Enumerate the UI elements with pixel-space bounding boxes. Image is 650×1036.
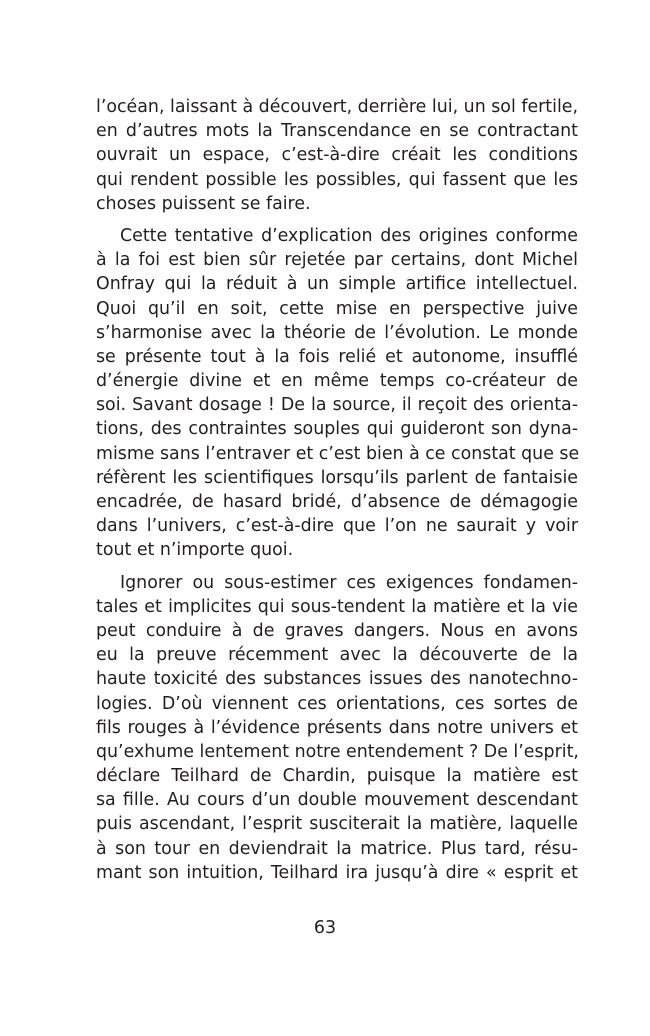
paragraph xyxy=(96,571,578,885)
paragraph-gap xyxy=(96,216,578,224)
text-line: dans l’univers, c’est-à-dire que l’on ne saurait y voir xyxy=(96,516,578,537)
text-line: qu’exhume lentement notre entendement ? De l’esprit, xyxy=(96,741,579,762)
text-line: soi. Savant dosage ! De la source, il reçoit des orienta- xyxy=(96,395,578,416)
body-text xyxy=(96,95,578,885)
text-line: tales et implicites qui sous-tendent la matière et la vie xyxy=(96,596,578,617)
text-line: l’océan, laissant à découvert, derrière lui, un sol fertile, xyxy=(96,97,578,117)
text-line: encadrée, de hasard bridé, d’absence de démagogie xyxy=(96,492,578,512)
text-line: à son tour en deviendrait la matrice. Plus tard, résu- xyxy=(96,838,578,859)
text-line: tout et n’importe quoi. xyxy=(96,540,294,561)
text-line: logies. D’où viennent ces orientations, ces sortes de xyxy=(96,693,578,714)
text-line: choses puissent se faire. xyxy=(96,193,311,214)
text-line: en d’autres mots la Transcendance en se contractant xyxy=(96,121,578,142)
text-line: déclare Teilhard de Chardin, puisque la matière est xyxy=(96,766,578,787)
text-line: haute toxicité des substances issues des nanotechno- xyxy=(96,669,578,690)
text-line: misme sans l’entraver et c’est bien à ce constat que se xyxy=(96,443,580,464)
text-line: se présente tout à la fois relié et autonome, insufflé xyxy=(96,346,578,367)
text-line: Cette tentative d’explication des origines conforme xyxy=(120,225,578,246)
text-line: Quoi qu’il en soit, cette mise en perspective juive xyxy=(96,298,578,319)
paragraph-gap xyxy=(96,563,578,571)
text-line: qui rendent possible les possibles, qui fassent que les xyxy=(96,169,578,190)
text-line: Ignorer ou sous-estimer ces exigences fondamen- xyxy=(120,572,578,593)
text-line: ouvrait un espace, c’est-à-dire créait les conditions xyxy=(96,145,578,166)
text-line: d’énergie divine et en même temps co-créateur de xyxy=(96,371,578,392)
text-line: peut conduire à de graves dangers. Nous en avons xyxy=(96,620,578,641)
text-line: mant son intuition, Teilhard ira jusqu’à dire « esprit et xyxy=(96,862,578,883)
text-line: Onfray qui la réduit à un simple artifice intellectuel. xyxy=(96,274,578,295)
text-line: sa fille. Au cours d’un double mouvement descendant xyxy=(96,790,578,811)
page-number: 63 xyxy=(313,918,337,938)
text-line: puis ascendant, l’esprit susciterait la matière, laquelle xyxy=(96,814,578,835)
text-line: fils rouges à l’évidence présents dans notre univers et xyxy=(96,717,578,738)
paragraph xyxy=(96,95,578,216)
paragraph xyxy=(96,224,578,563)
text-line: eu la preuve récemment avec la découverte de la xyxy=(96,645,578,666)
text-line: à la foi est bien sûr rejetée par certains, dont Michel xyxy=(96,250,578,271)
text-line: s’harmonise avec la théorie de l’évolution. Le monde xyxy=(96,322,578,343)
text-line: réfèrent les scientifiques lorsqu’ils parlent de fantaisie xyxy=(96,467,578,488)
text-line: tions, des contraintes souples qui guideront son dyna- xyxy=(96,419,578,440)
